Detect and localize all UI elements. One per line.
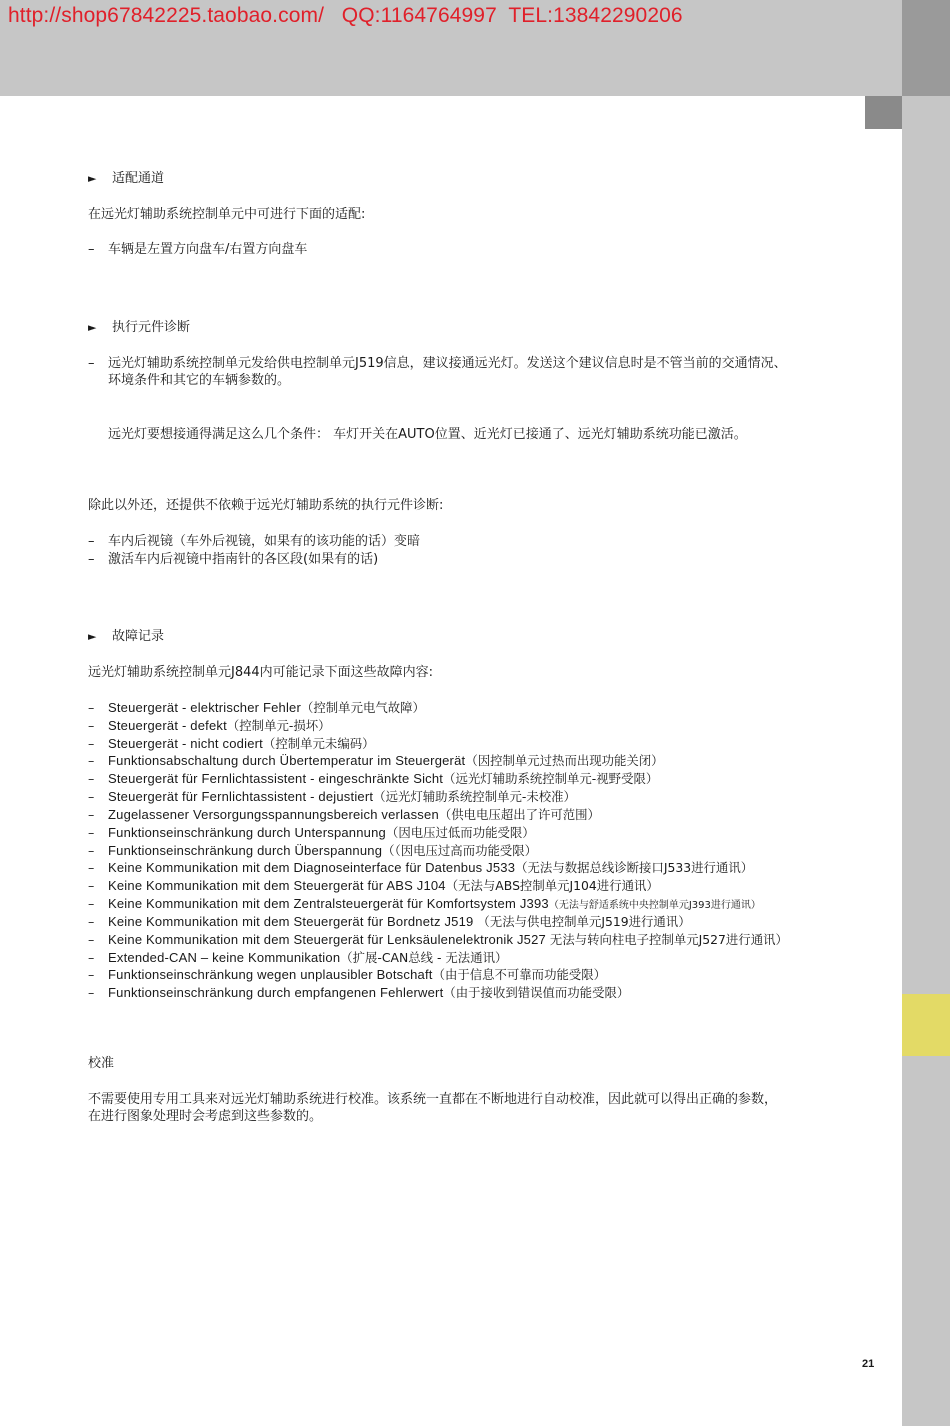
- fault-item: – Keine Kommunikation mit dem Steuergerät für Lenksäulenelektronik J527 无法与转向柱电子控制单元J527进行通讯）: [88, 932, 788, 947]
- fault-item: – Steuergerät - nicht codiert（控制单元未编码）: [88, 736, 375, 751]
- chapter-tab-marker: [902, 994, 950, 1056]
- bullet-icon: ►: [88, 172, 97, 185]
- header-shop-link[interactable]: http://shop67842225.taobao.com/ QQ:1164764997 TEL:13842290206: [8, 4, 683, 27]
- fault-item: – Steuergerät für Fernlichtassistent - eingeschränkte Sicht（远光灯辅助系统控制单元-视野受限）: [88, 771, 659, 786]
- fault-item: – Funktionseinschränkung durch empfangenen Fehlerwert（由于接收到错误值而功能受限）: [88, 985, 630, 1000]
- corner-block: [902, 0, 950, 96]
- fault-item: – Extended-CAN – keine Kommunikation（扩展-CAN总线 - 无法通讯）: [88, 950, 508, 965]
- fault-item: – Funktionsabschaltung durch Übertemperatur im Steuergerät（因控制单元过热而出现功能关闭）: [88, 753, 664, 768]
- bullet-icon: ►: [88, 630, 97, 643]
- section-heading-calibration: 校准: [88, 1056, 115, 1071]
- section-heading-adapt: ► 适配通道: [88, 171, 165, 186]
- list-item-continuation: 环境条件和其它的车辆参数的。: [108, 373, 291, 388]
- calibration-text-continuation: 在进行图象处理时会考虑到这些参数的。: [88, 1109, 323, 1124]
- right-margin-strip: [902, 0, 950, 1426]
- list-item: – 车内后视镜（车外后视镜，如果有的该功能的话）变暗: [88, 534, 421, 549]
- adapt-intro: 在远光灯辅助系统控制单元中可进行下面的适配:: [88, 207, 366, 222]
- fault-item: – Steuergerät für Fernlichtassistent - dejustiert（远光灯辅助系统控制单元-未校准）: [88, 789, 576, 804]
- fault-item: – Steuergerät - elektrischer Fehler（控制单元电气故障）: [88, 700, 425, 715]
- list-item: – 远光灯辅助系统控制单元发给供电控制单元J519信息，建议接通远光灯。发送这个建议信息时是不管当前的交通情况、: [88, 356, 787, 371]
- list-item: – 车辆是左置方向盘车/右置方向盘车: [88, 242, 308, 257]
- page-number: 21: [862, 1358, 875, 1370]
- header-tab-block: [865, 96, 902, 129]
- extra-diagnosis-intro: 除此以外还，还提供不依赖于远光灯辅助系统的执行元件诊断:: [88, 498, 444, 513]
- fault-item: – Zugelassener Versorgungsspannungsbereich verlassen（供电电压超出了许可范围）: [88, 807, 600, 822]
- fault-item: – Funktionseinschränkung durch Überspannung（（因电压过高而功能受限）: [88, 843, 538, 858]
- conditions-text: 远光灯要想接通得满足这么几个条件： 车灯开关在AUTO位置、近光灯已接通了、远光灯辅助系统功能已激活。: [108, 427, 747, 442]
- fault-item: – Keine Kommunikation mit dem Steuergerät für ABS J104（无法与ABS控制单元J104进行通讯）: [88, 878, 659, 893]
- section-heading-actuator: ► 执行元件诊断: [88, 320, 191, 335]
- calibration-text: 不需要使用专用工具来对远光灯辅助系统进行校准。该系统一直都在不断地进行自动校准，因此就可以得出正确的参数，: [88, 1092, 778, 1107]
- section-heading-faults: ► 故障记录: [88, 629, 165, 644]
- faults-intro: 远光灯辅助系统控制单元J844内可能记录下面这些故障内容:: [88, 665, 434, 680]
- fault-item: – Steuergerät - defekt（控制单元-损坏）: [88, 718, 331, 733]
- fault-item: – Funktionseinschränkung wegen unplausibler Botschaft（由于信息不可靠而功能受限）: [88, 967, 607, 982]
- fault-item: – Keine Kommunikation mit dem Diagnoseinterface für Datenbus J533（无法与数据总线诊断接口J533进行通讯）: [88, 860, 754, 875]
- fault-item: – Keine Kommunikation mit dem Zentralsteuergerät für Komfortsystem J393（无法与舒适系统中央控制单元J393进行通讯）: [88, 896, 761, 911]
- bullet-icon: ►: [88, 321, 97, 334]
- fault-item: – Keine Kommunikation mit dem Steuergerät für Bordnetz J519 （无法与供电控制单元J519进行通讯）: [88, 914, 691, 929]
- fault-item: – Funktionseinschränkung durch Unterspannung（因电压过低而功能受限）: [88, 825, 535, 840]
- list-item: – 激活车内后视镜中指南针的各区段(如果有的话): [88, 552, 379, 567]
